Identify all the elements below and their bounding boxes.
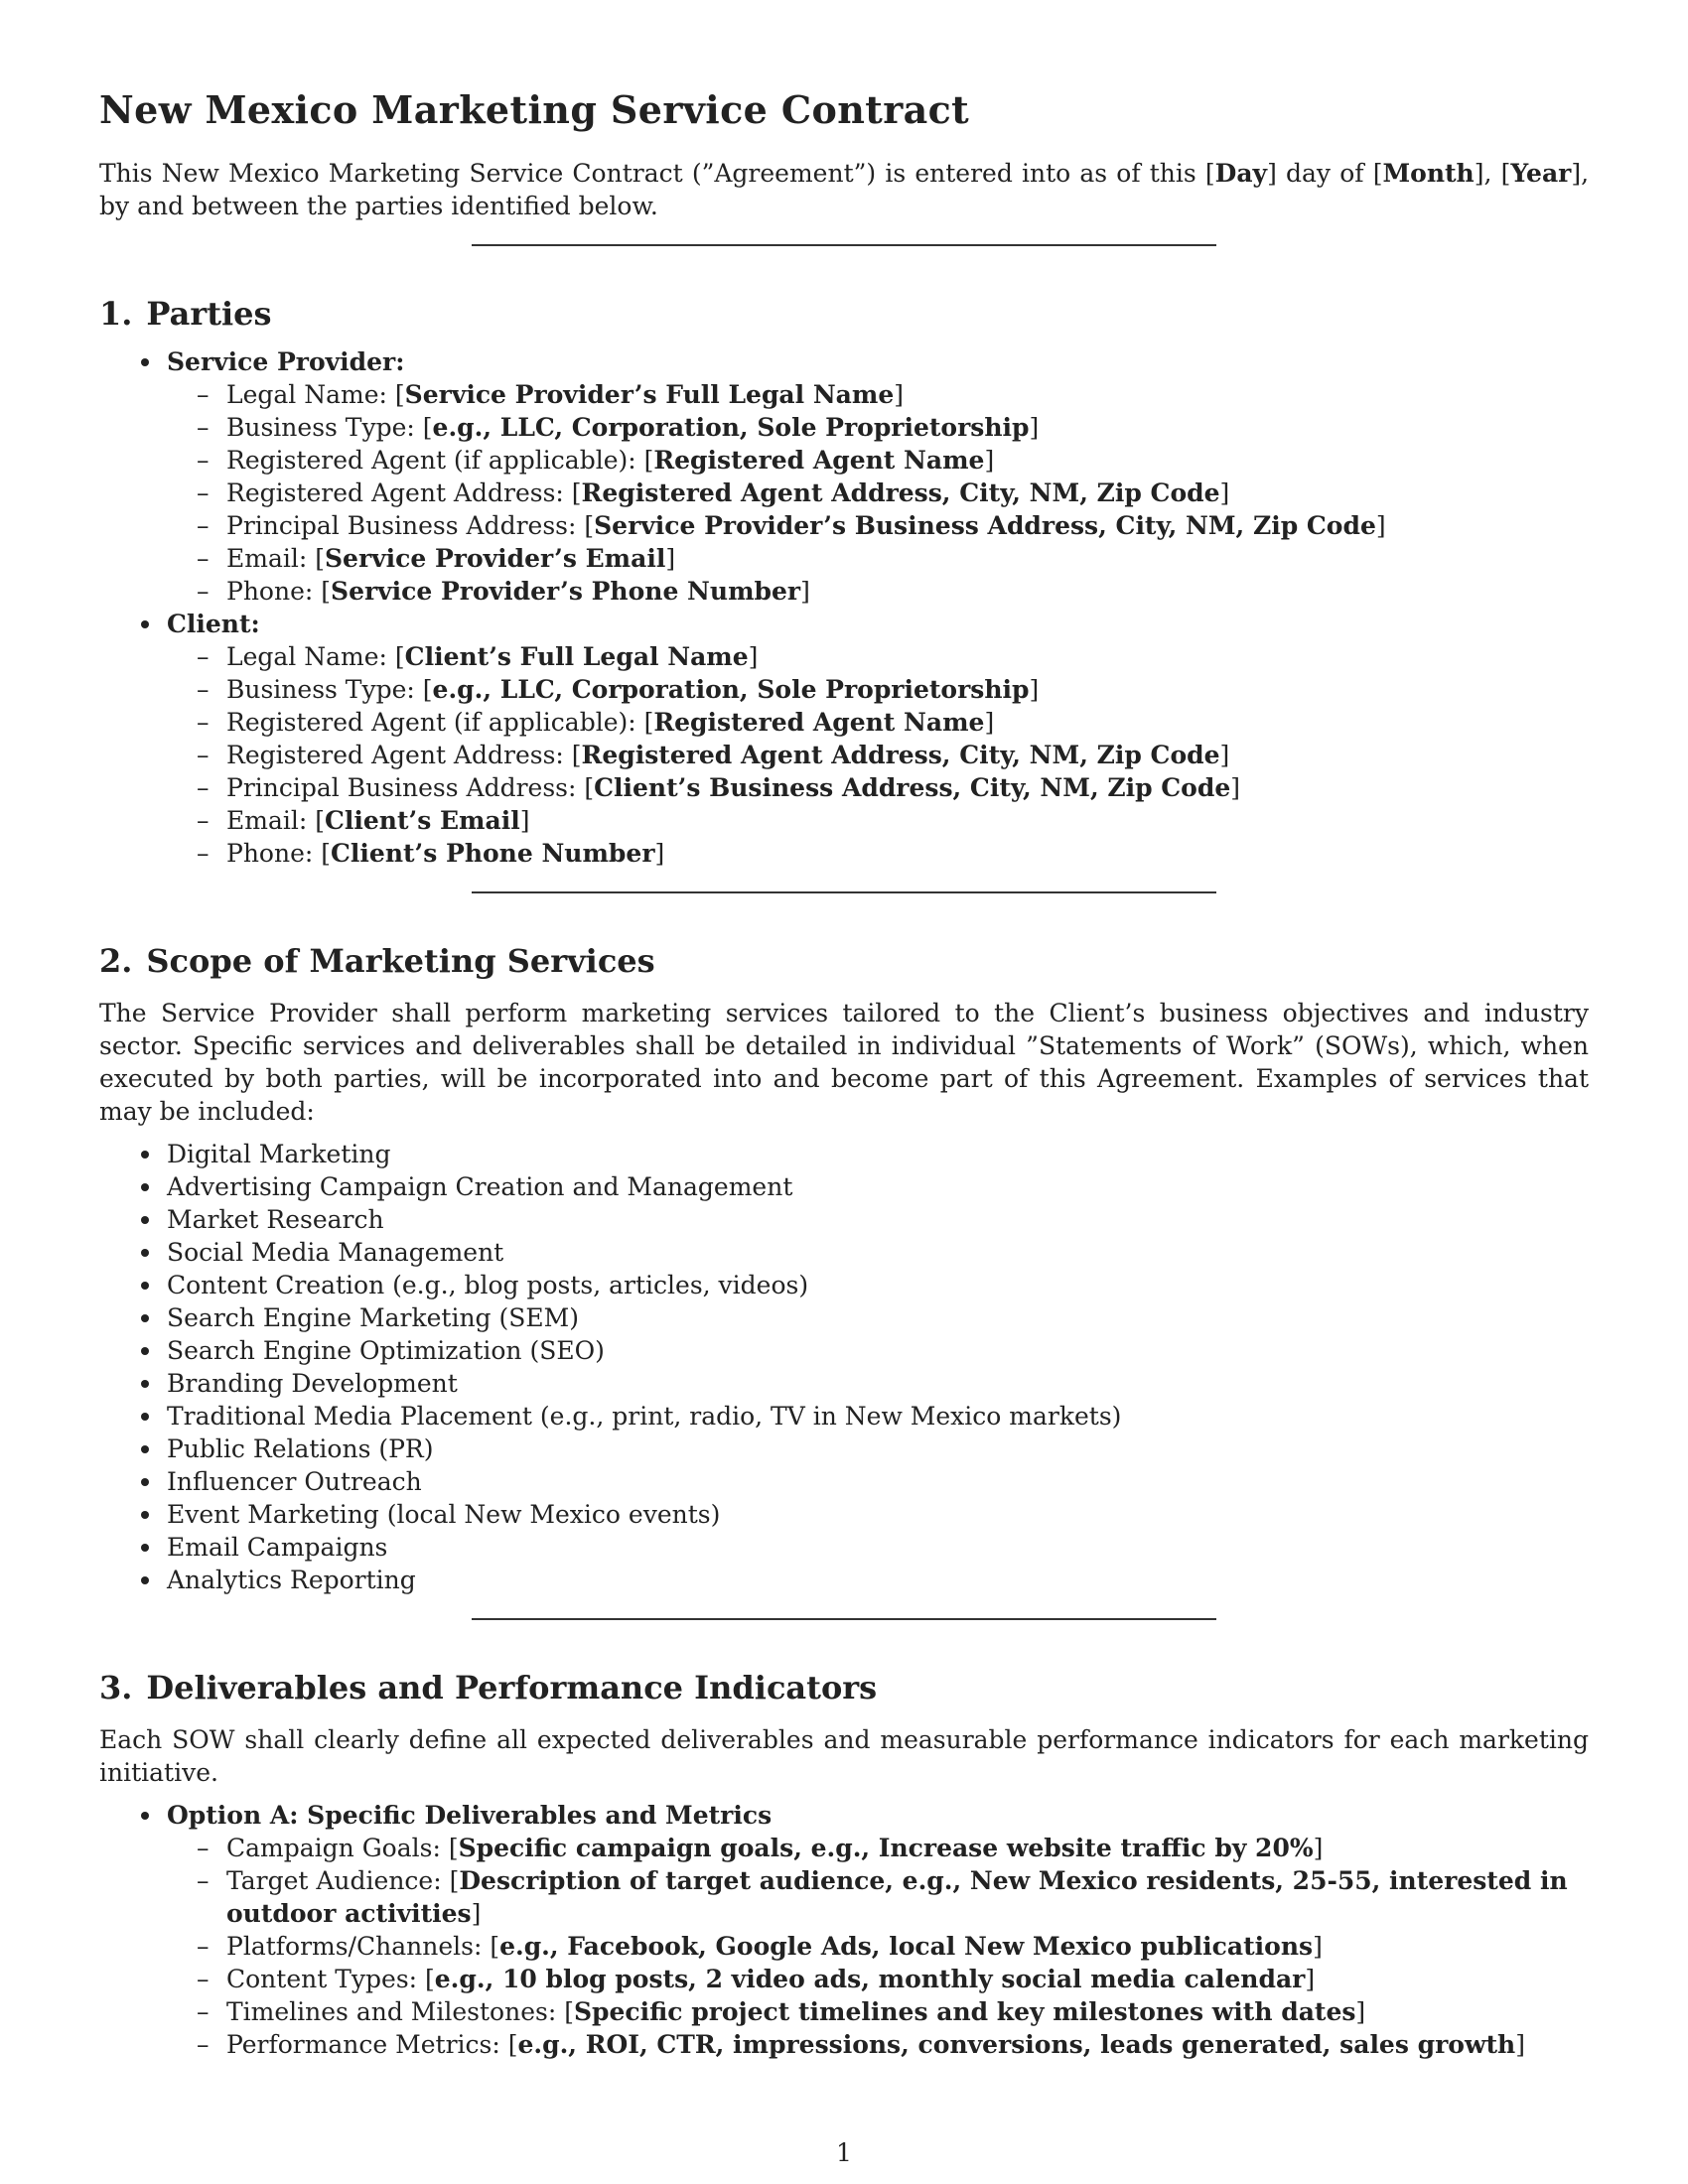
section-parties <box>99 292 1589 870</box>
field-label: Legal Name: <box>226 380 395 409</box>
client-block <box>167 608 1589 870</box>
section-scope <box>99 939 1589 1596</box>
field-row: – Target Audience: [Description of target audience, e.g., New Mexico residents, 25-55, interested in outdoor activities] <box>226 1864 1589 1930</box>
field-label: Timelines and Milestones: <box>226 1997 565 2026</box>
section-heading: 1. Parties <box>99 295 272 333</box>
service-item: Search Engine Optimization (SEO) <box>167 1334 1589 1367</box>
section-divider <box>472 244 1216 246</box>
section-divider <box>472 891 1216 893</box>
field-row: – Campaign Goals: [Specific campaign goals, e.g., Increase website traffic by 20%] <box>226 1832 1589 1864</box>
field-placeholder: e.g., Facebook, Google Ads, local New Mexico publications <box>499 1932 1314 1961</box>
field-label: Campaign Goals: <box>226 1834 449 1862</box>
section-deliverables <box>99 1666 1589 2061</box>
field-label: Target Audience: <box>226 1866 450 1895</box>
field-placeholder: Service Provider’s Full Legal Name <box>404 380 895 409</box>
service-provider-label: Service Provider: <box>167 347 405 376</box>
field-row: – Legal Name: [Client’s Full Legal Name] <box>226 640 1589 673</box>
field-label: Email: <box>226 544 316 573</box>
field-placeholder: e.g., ROI, CTR, impressions, conversions, leads generated, sales growth <box>517 2030 1516 2059</box>
field-placeholder: Description of target audience, e.g., New Mexico residents, 25-55, interested in outdoor activities <box>226 1866 1568 1928</box>
section-heading: 3. Deliverables and Performance Indicators <box>99 1669 878 1706</box>
field-label: Email: <box>226 806 316 835</box>
option-a-fields <box>167 1832 1589 2061</box>
service-item: Content Creation (e.g., blog posts, articles, videos) <box>167 1269 1589 1301</box>
section-divider <box>472 1618 1216 1620</box>
service-item: Event Marketing (local New Mexico events) <box>167 1498 1589 1531</box>
field-row: – Email: [Service Provider’s Email] <box>226 542 1589 575</box>
field-row: – Timelines and Milestones: [Specific project timelines and key milestones with dates] <box>226 1995 1589 2028</box>
field-label: Platforms/Channels: <box>226 1932 491 1961</box>
field-row: – Platforms/Channels: [e.g., Facebook, Google Ads, local New Mexico publications] <box>226 1930 1589 1963</box>
field-label: Phone: <box>226 839 322 868</box>
field-placeholder: Client’s Email <box>325 806 520 835</box>
service-item: Branding Development <box>167 1367 1589 1400</box>
field-row: – Content Types: [e.g., 10 blog posts, 2 video ads, monthly social media calendar] <box>226 1963 1589 1995</box>
field-placeholder: Service Provider’s Email <box>325 544 666 573</box>
service-item: Public Relations (PR) <box>167 1433 1589 1465</box>
field-placeholder: e.g., 10 blog posts, 2 video ads, monthly social media calendar <box>434 1965 1306 1993</box>
field-label: Phone: <box>226 577 322 606</box>
day-placeholder: Day <box>1214 159 1268 188</box>
service-item: Traditional Media Placement (e.g., print, radio, TV in New Mexico markets) <box>167 1400 1589 1433</box>
option-a-label: Option A: Specific Deliverables and Metrics <box>167 1801 773 1830</box>
service-item: Email Campaigns <box>167 1531 1589 1564</box>
service-item: Social Media Management <box>167 1236 1589 1269</box>
client-fields <box>167 640 1589 870</box>
service-item: Analytics Reporting <box>167 1564 1589 1596</box>
document-title: New Mexico Marketing Service Contract <box>99 87 970 132</box>
field-row: – Registered Agent Address: [Registered Agent Address, City, NM, Zip Code] <box>226 477 1589 509</box>
scope-paragraph: The Service Provider shall perform marketing services tailored to the Client’s business objectives and industry sector. Specific services and deliverables shall be detailed in individual ”Statements of Work” (SOWs), which, when executed by both parties, will be incorporated into and become part of this Agreement. Examples of services that may be included: <box>99 999 1589 1126</box>
option-a-block <box>167 1799 1589 2061</box>
intro-paragraph: This New Mexico Marketing Service Contract (”Agreement”) is entered into as of this [Day] day of [Month], [Year], by and between the parties identified below. <box>99 159 1590 220</box>
service-item: Digital Marketing <box>167 1138 1589 1170</box>
field-placeholder: Client’s Full Legal Name <box>404 642 749 671</box>
parties-list <box>99 345 1589 870</box>
field-label: Principal Business Address: <box>226 511 585 540</box>
field-placeholder: Client’s Phone Number <box>331 839 655 868</box>
field-label: Registered Agent (if applicable): <box>226 446 644 475</box>
field-placeholder: Registered Agent Address, City, NM, Zip Code <box>581 478 1220 507</box>
field-placeholder: Specific campaign goals, e.g., Increase website traffic by 20% <box>458 1834 1314 1862</box>
service-item: Advertising Campaign Creation and Management <box>167 1170 1589 1203</box>
field-row: – Phone: [Service Provider’s Phone Number] <box>226 575 1589 608</box>
field-placeholder: e.g., LLC, Corporation, Sole Proprietorship <box>432 675 1030 704</box>
field-row: – Registered Agent Address: [Registered Agent Address, City, NM, Zip Code] <box>226 739 1589 771</box>
field-placeholder: e.g., LLC, Corporation, Sole Proprietorship <box>432 413 1030 442</box>
field-placeholder: Service Provider’s Business Address, City, NM, Zip Code <box>594 511 1376 540</box>
field-label: Registered Agent Address: <box>226 478 572 507</box>
document-content <box>99 85 1589 2061</box>
year-placeholder: Year <box>1510 159 1572 188</box>
month-placeholder: Month <box>1382 159 1475 188</box>
deliverables-paragraph: Each SOW shall clearly define all expected deliverables and measurable performance indicators for each marketing initiative. <box>99 1725 1589 1787</box>
field-placeholder: Service Provider’s Phone Number <box>331 577 801 606</box>
field-row: – Principal Business Address: [Service Provider’s Business Address, City, NM, Zip Code] <box>226 509 1589 542</box>
section-heading: 2. Scope of Marketing Services <box>99 942 655 980</box>
field-placeholder: Registered Agent Name <box>653 708 985 737</box>
field-row: – Principal Business Address: [Client’s Business Address, City, NM, Zip Code] <box>226 771 1589 804</box>
service-provider-fields <box>167 378 1589 608</box>
deliverables-list <box>99 1799 1589 2061</box>
services-list <box>99 1138 1589 1596</box>
service-provider-block <box>167 345 1589 608</box>
field-row: – Email: [Client’s Email] <box>226 804 1589 837</box>
client-label: Client: <box>167 610 260 638</box>
field-row: – Registered Agent (if applicable): [Registered Agent Name] <box>226 444 1589 477</box>
field-row: – Performance Metrics: [e.g., ROI, CTR, impressions, conversions, leads generated, sales growth] <box>226 2028 1589 2061</box>
field-label: Business Type: <box>226 675 423 704</box>
page-number: 1 <box>836 2138 852 2167</box>
service-item: Search Engine Marketing (SEM) <box>167 1301 1589 1334</box>
service-item: Market Research <box>167 1203 1589 1236</box>
field-label: Registered Agent (if applicable): <box>226 708 644 737</box>
field-label: Principal Business Address: <box>226 773 585 802</box>
service-item: Influencer Outreach <box>167 1465 1589 1498</box>
field-row: – Phone: [Client’s Phone Number] <box>226 837 1589 870</box>
field-placeholder: Registered Agent Name <box>653 446 985 475</box>
field-placeholder: Registered Agent Address, City, NM, Zip Code <box>581 741 1220 769</box>
field-label: Performance Metrics: <box>226 2030 508 2059</box>
field-label: Legal Name: <box>226 642 395 671</box>
field-row: – Registered Agent (if applicable): [Registered Agent Name] <box>226 706 1589 739</box>
field-placeholder: Client’s Business Address, City, NM, Zip Code <box>594 773 1231 802</box>
field-row: – Business Type: [e.g., LLC, Corporation, Sole Proprietorship] <box>226 411 1589 444</box>
field-placeholder: Specific project timelines and key milestones with dates <box>573 1997 1356 2026</box>
field-label: Content Types: <box>226 1965 426 1993</box>
field-row: – Legal Name: [Service Provider’s Full Legal Name] <box>226 378 1589 411</box>
field-label: Business Type: <box>226 413 423 442</box>
field-label: Registered Agent Address: <box>226 741 572 769</box>
field-row: – Business Type: [e.g., LLC, Corporation, Sole Proprietorship] <box>226 673 1589 706</box>
